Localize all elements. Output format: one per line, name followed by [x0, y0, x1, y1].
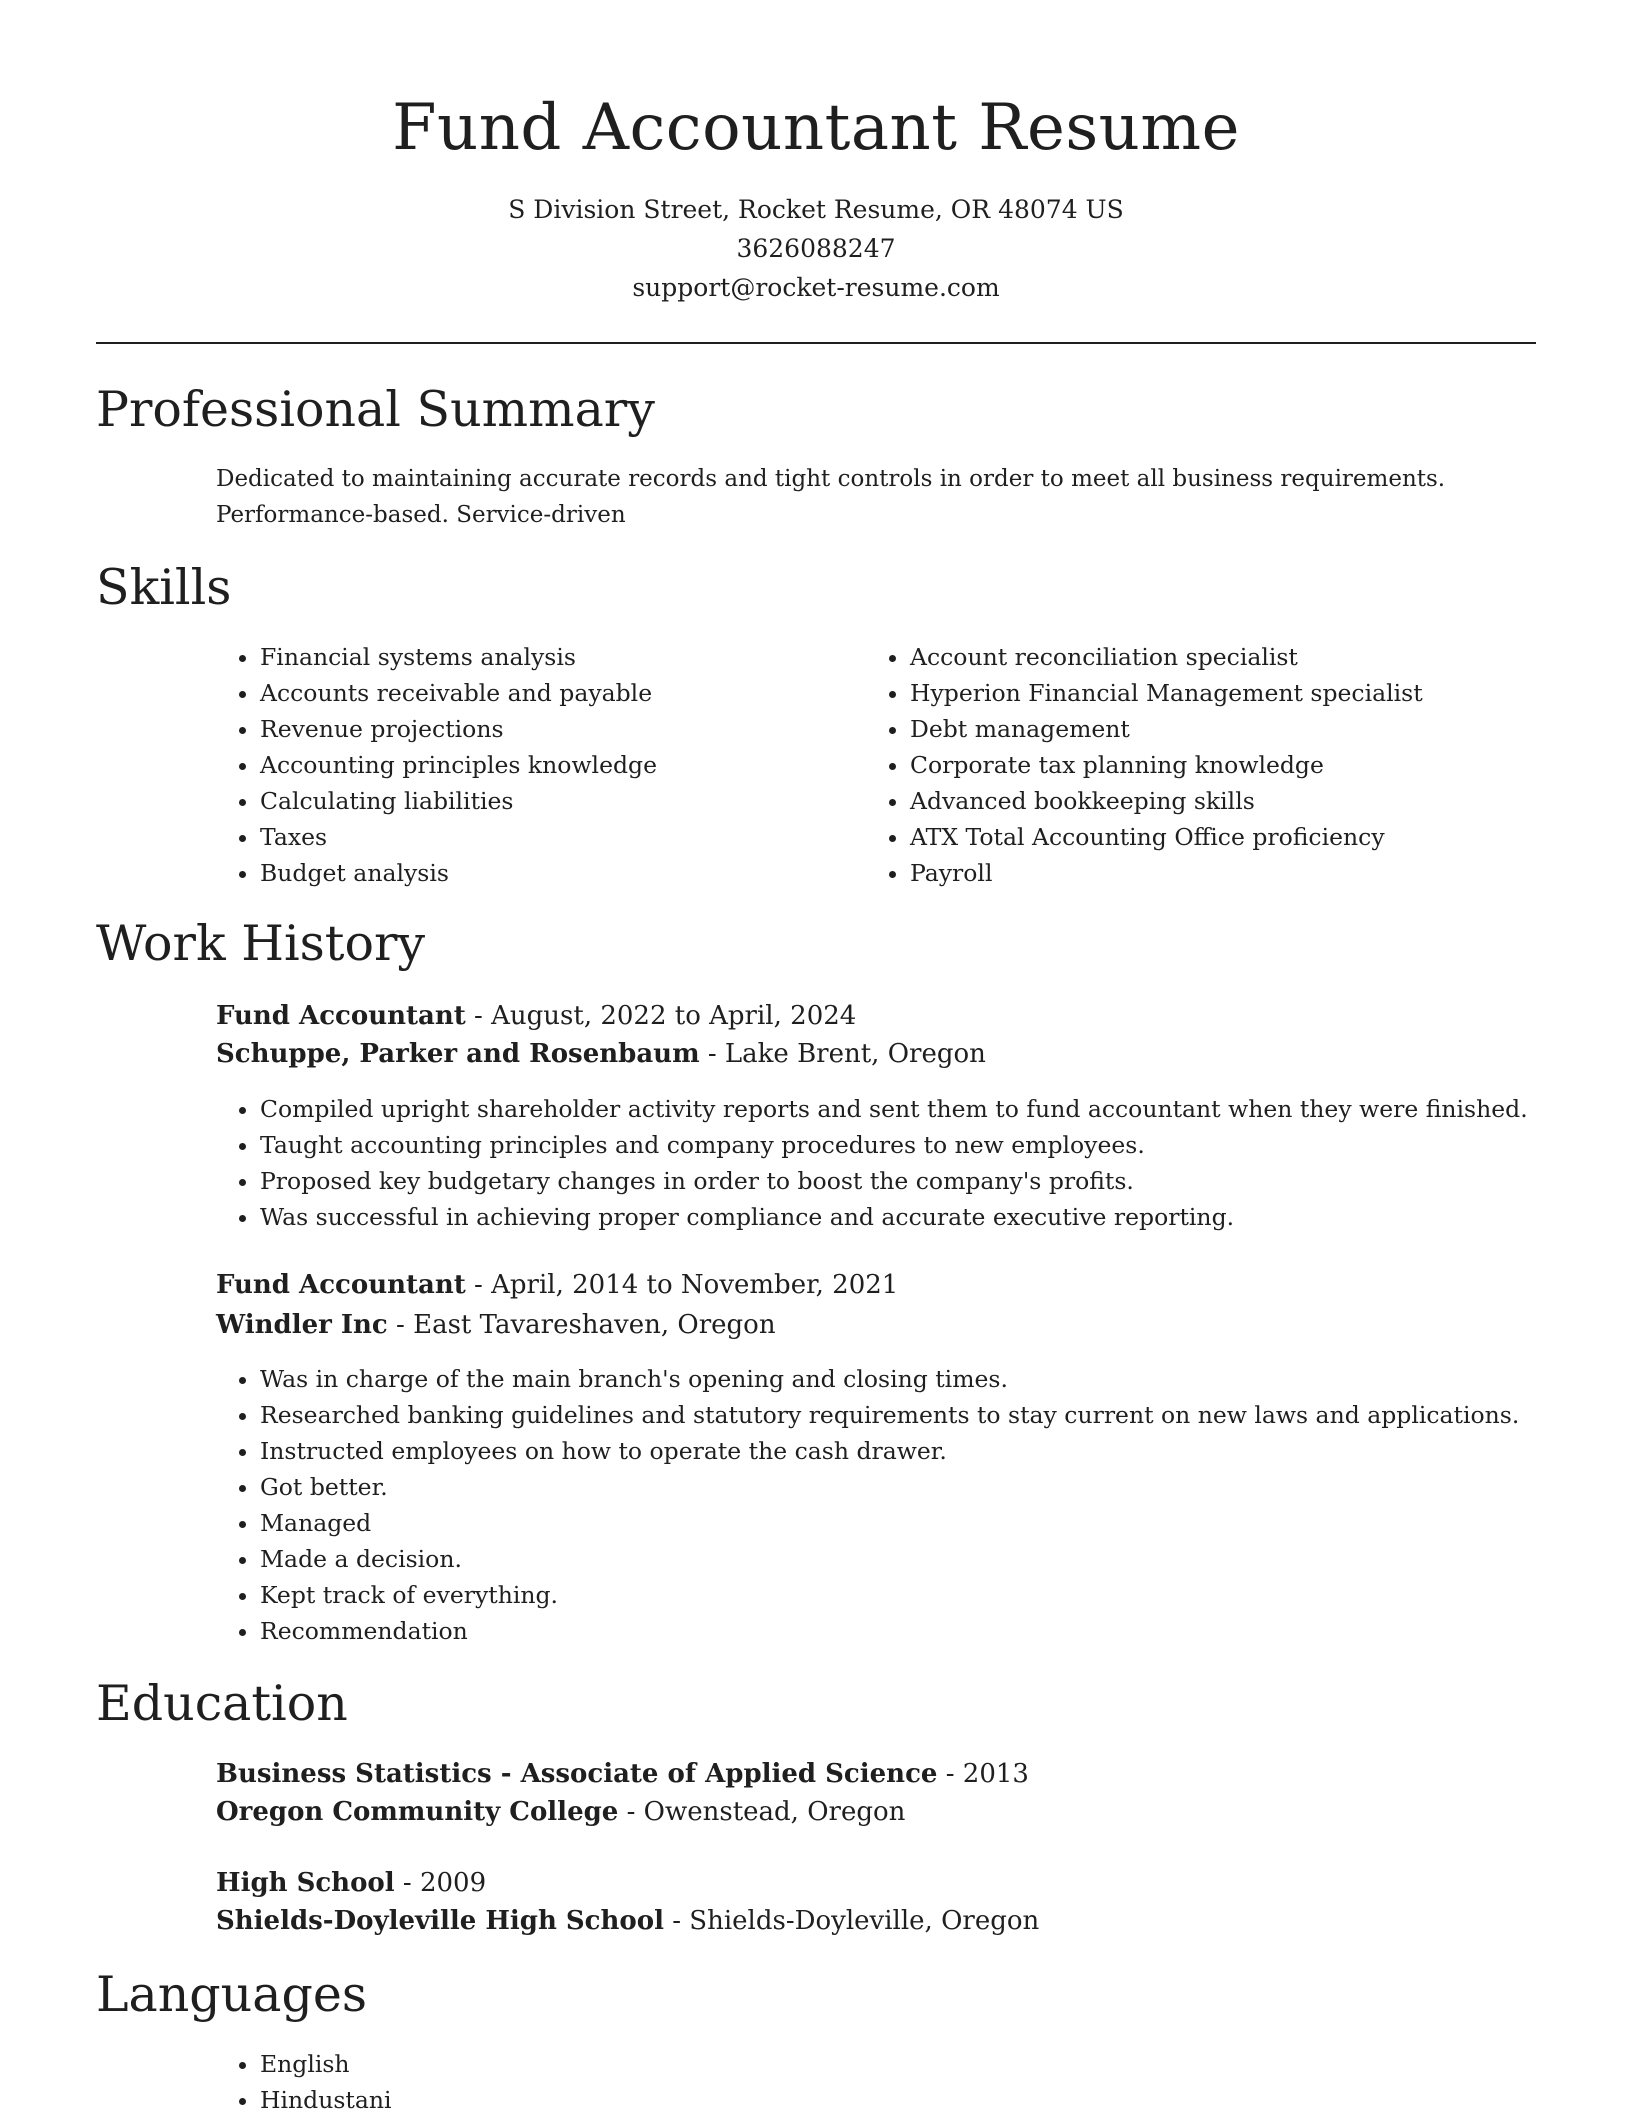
company-line — [216, 1035, 986, 1073]
languages-list — [260, 2046, 392, 2118]
company-line — [216, 1306, 776, 1344]
contact-phone: 3626088247 — [736, 234, 896, 263]
company-name: Schuppe, Parker and Rosenbaum — [216, 1039, 700, 1069]
skill-item: • Debt management — [910, 711, 1423, 747]
education-degree: High School — [216, 1868, 395, 1898]
responsibility-item: • Kept track of everything. — [260, 1577, 1519, 1613]
job-responsibilities-list — [260, 1361, 1519, 1649]
responsibility-item: • Was in charge of the main branch's opening and closing times. — [260, 1361, 1519, 1397]
responsibility-item: • Instructed employees on how to operate the cash drawer. — [260, 1433, 1519, 1469]
job-dates: - August, 2022 to April, 2024 — [465, 1001, 857, 1031]
skill-item: • Advanced bookkeeping skills — [910, 783, 1423, 819]
language-item: • Hindustani — [260, 2082, 392, 2118]
skill-item: • Financial systems analysis — [260, 639, 657, 675]
education-school-line — [216, 1902, 1039, 1940]
responsibility-item: • Was successful in achieving proper compliance and accurate executive reporting. — [260, 1199, 1528, 1235]
contact-address: S Division Street, Rocket Resume, OR 48074 US — [508, 195, 1124, 224]
job-title-line — [216, 1266, 898, 1304]
job-dates: - April, 2014 to November, 2021 — [465, 1270, 899, 1300]
job-title: Fund Accountant — [216, 1270, 466, 1300]
section-title-work-history: Work History — [96, 915, 426, 972]
job-title: Fund Accountant — [216, 1001, 466, 1031]
job-responsibilities-list — [260, 1091, 1528, 1235]
responsibility-item: • Managed — [260, 1505, 1519, 1541]
responsibility-item: • Made a decision. — [260, 1541, 1519, 1577]
skill-item: • Accounting principles knowledge — [260, 747, 657, 783]
education-degree-line — [216, 1864, 486, 1902]
skill-item: • ATX Total Accounting Office proficiency — [910, 819, 1423, 855]
language-item: • English — [260, 2046, 392, 2082]
skill-item: • Corporate tax planning knowledge — [910, 747, 1423, 783]
skill-item: • Hyperion Financial Management specialist — [910, 675, 1423, 711]
skill-item: • Revenue projections — [260, 711, 657, 747]
education-location: - Owenstead, Oregon — [618, 1797, 906, 1827]
education-school: Shields-Doyleville High School — [216, 1906, 664, 1936]
skills-list-left — [260, 639, 657, 891]
company-location: - East Tavareshaven, Oregon — [387, 1310, 776, 1340]
contact-email: support@rocket-resume.com — [632, 273, 1000, 302]
section-title-skills: Skills — [96, 559, 232, 616]
skill-item: • Taxes — [260, 819, 657, 855]
education-degree: Business Statistics - Associate of Applied Science — [216, 1759, 938, 1789]
responsibility-item: • Researched banking guidelines and statutory requirements to stay current on new laws and applications. — [260, 1397, 1519, 1433]
company-name: Windler Inc — [216, 1310, 388, 1340]
header-divider — [96, 342, 1536, 344]
resume-title: Fund Accountant Resume — [392, 91, 1240, 165]
education-year: - 2013 — [937, 1759, 1029, 1789]
skill-item: • Account reconciliation specialist — [910, 639, 1423, 675]
education-school-line — [216, 1793, 905, 1831]
section-title-education: Education — [96, 1675, 348, 1732]
education-degree-line — [216, 1755, 1029, 1793]
education-school: Oregon Community College — [216, 1797, 619, 1827]
skill-item: • Calculating liabilities — [260, 783, 657, 819]
skill-item: • Accounts receivable and payable — [260, 675, 657, 711]
skill-item: • Budget analysis — [260, 855, 657, 891]
education-location: - Shields-Doyleville, Oregon — [663, 1906, 1040, 1936]
responsibility-item: • Taught accounting principles and company procedures to new employees. — [260, 1127, 1528, 1163]
company-location: - Lake Brent, Oregon — [699, 1039, 986, 1069]
responsibility-item: • Proposed key budgetary changes in order to boost the company's profits. — [260, 1163, 1528, 1199]
responsibility-item: • Recommendation — [260, 1613, 1519, 1649]
skills-list-right — [910, 639, 1423, 891]
resume-header — [0, 84, 1632, 307]
job-title-line — [216, 997, 856, 1035]
skill-item: • Payroll — [910, 855, 1423, 891]
section-title-languages: Languages — [96, 1966, 367, 2023]
education-year: - 2009 — [394, 1868, 487, 1898]
responsibility-item: • Compiled upright shareholder activity reports and sent them to fund accountant when they were finished. — [260, 1091, 1528, 1127]
section-title-professional-summary: Professional Summary — [96, 381, 655, 438]
responsibility-item: • Got better. — [260, 1469, 1519, 1505]
professional-summary-text: Dedicated to maintaining accurate records and tight controls in order to meet all business requirements. Performance-based. Service-driven — [216, 466, 1446, 528]
